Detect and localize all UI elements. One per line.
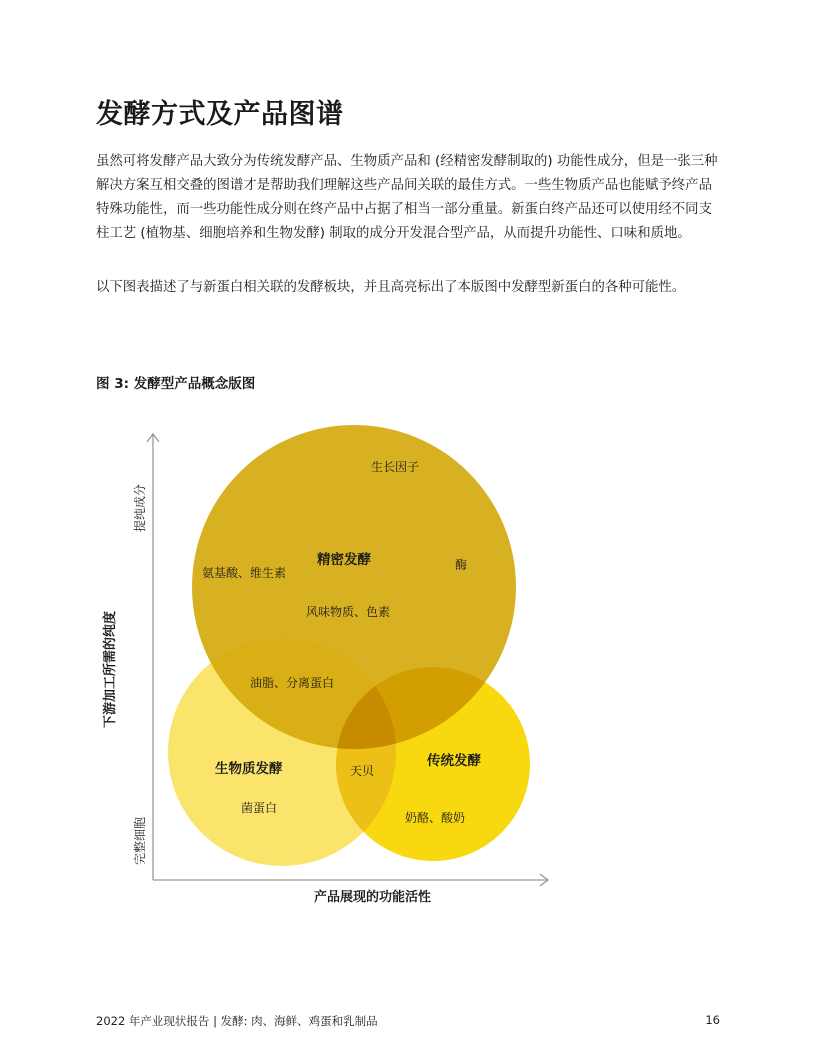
label-oils-protein-isolates: 油脂、分离蛋白	[250, 676, 335, 690]
page-footer: 2022 年产业现状报告 | 发酵: 肉、海鲜、鸡蛋和乳制品	[96, 1014, 378, 1028]
intro-paragraph: 虽然可将发酵产品大致分为传统发酵产品、生物质产品和 (经精密发酵制取的) 功能性成分，但是一张三种解决方案互相交叠的图谱才是帮助我们理解这些产品间关联的最佳方式。一些生物质产品也能赋予终产品特殊功能性，而一些功能性成分则在终产品中占据了相当一部分重量。新蛋白终产品还可以使用经不同支柱工艺 (植物基、细胞培养和生物发酵) 制取的成分开发混合型产品，从而提升功能性、口味和质地。	[96, 154, 718, 241]
label-mycoprotein: 菌蛋白	[241, 801, 278, 815]
y-axis-title: 下游加工所需的纯度	[103, 610, 118, 728]
y-axis-bottom-label: 完整细胞	[133, 816, 147, 865]
label-traditional-fermentation: 传统发酵	[427, 753, 481, 769]
description-paragraph: 以下图表描述了与新蛋白相关联的发酵板块，并且高亮标出了本版图中发酵型新蛋白的各种可能性。	[96, 280, 686, 295]
page-title: 发酵方式及产品图谱	[96, 99, 344, 130]
y-axis-top-label: 提纯成分	[133, 483, 147, 532]
label-flavors-pigments: 风味物质、色素	[306, 605, 391, 619]
page-number: 16	[705, 1013, 720, 1027]
fermentation-venn-diagram	[96, 420, 576, 920]
label-precision-fermentation: 精密发酵	[317, 552, 371, 568]
label-growth-factors: 生长因子	[371, 460, 420, 474]
label-cheese-yogurt: 奶酪、酸奶	[405, 811, 466, 825]
label-biomass-fermentation: 生物质发酵	[215, 761, 283, 777]
label-enzymes: 酶	[455, 558, 468, 572]
figure-caption: 图 3: 发酵型产品概念版图	[96, 376, 256, 392]
label-amino-acids-vitamins: 氨基酸、维生素	[202, 566, 287, 580]
x-axis-title: 产品展现的功能活性	[314, 890, 432, 905]
label-tempeh: 天贝	[350, 764, 375, 778]
